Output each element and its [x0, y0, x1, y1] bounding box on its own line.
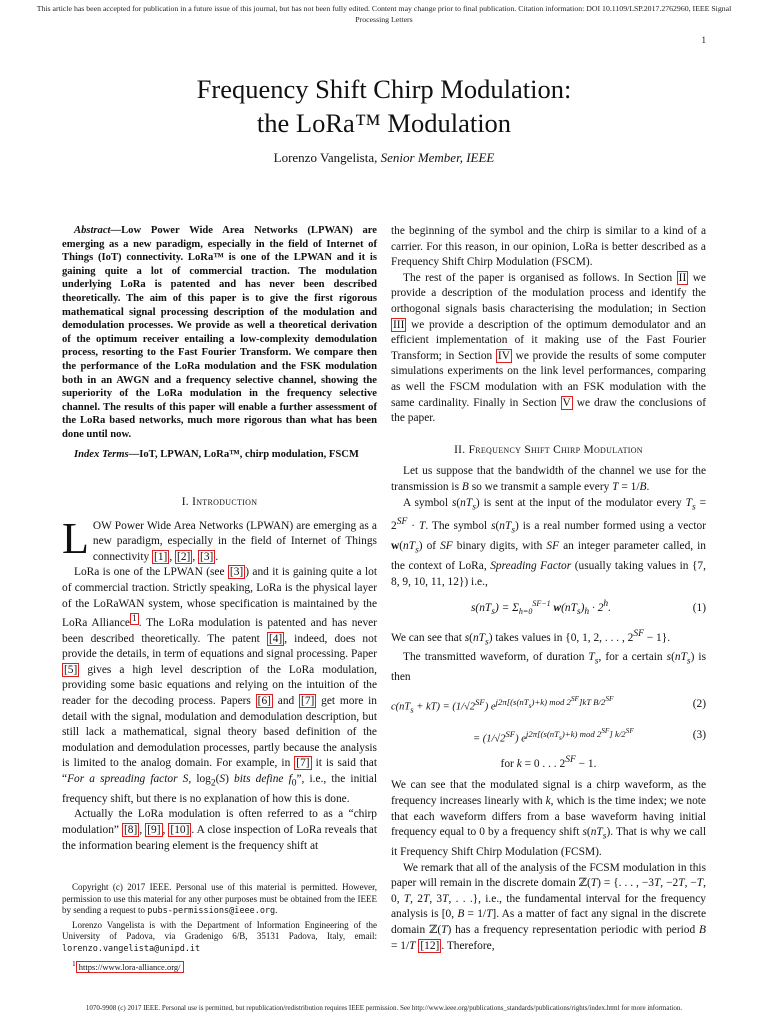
intro-paragraph-4: The rest of the paper is organised as follows. In Section II we provide a description of the modulation process and identify the orthogonal signals basis characterising the modulation; in Section III we provide a description of the optimum demodulator and an efficient implementation of it making use of the Fast Fourier Transform; in Section IV we provide the results of some computer simulations experiments on the link level performances, comparing as well the FSCM modulation with an FSK modulation with the same cardinality. Finally in Section V we draw the conclusions of the paper. [391, 271, 706, 425]
author-email[interactable]: lorenzo.vangelista@unipd.it [62, 943, 201, 954]
citation-link[interactable]: [4] [268, 632, 283, 645]
page-number: 1 [701, 35, 706, 45]
paper-title [0, 72, 768, 140]
section-link[interactable]: II [678, 271, 687, 284]
section-link[interactable]: V [562, 396, 571, 409]
citation-link[interactable]: [5] [64, 663, 78, 676]
abstract-text: —Low Power Wide Area Networks (LPWAN) are emerging as a new paradigm, especially in the field of Internet of Things (IoT) connectivity. LoRa™ is one of the LPWAN and it is gaining quite a lot of commercial traction. The modulation underlying LoRa is patented and has never been described theoretically. The aim of this paper is to give the first rigorous mathematical signal processing description of the modulation and demodulation processes. We provide as well a theoretical derivation of the optimum receiver entailing a low-complexity demodulation process, resorting to the Fast Fourier Transform. We compare then the performance of the LoRa modulation and the FSK modulation both in an AWGN and a frequency selective channel, showing the superiority of the LoRa modulation in the frequency selective channel. The results of this paper will enable a further assessment of the LoRa based networks, much more rigorous than what has been done until now. [62, 225, 377, 440]
footnote-link[interactable]: 1 [131, 614, 137, 625]
citation-link[interactable]: [8] [124, 824, 138, 837]
author-affiliation-note [62, 920, 377, 956]
intro-paragraph-3: Actually the LoRa modulation is often referred to as a “chirp modulation” [8] , [9] , [10] . A close inspection of LoRa reveals that the information bearing element is the frequency shift at [62, 808, 377, 852]
author-role: Senior Member, IEEE [380, 150, 495, 165]
citation-link[interactable]: [2] [177, 550, 191, 563]
section2-paragraph-3: We can see that $s(nT_s)$ takes values in {0, 1, 2, . . . , $2^{SF} - 1$}. [391, 628, 671, 647]
citation-link[interactable]: [7] [296, 757, 310, 770]
citation-link[interactable]: [7] [301, 695, 315, 708]
dropcap: L [62, 513, 89, 563]
index-terms-text: —IoT, LPWAN, LoRa™, chirp modulation, FSCM [128, 448, 359, 460]
equation-2: $c(nT_s + kT) = (1/√2^{SF})$ $e^{j2\pi[(s(nT_s)+k) mod 2^{SF}]kT B/2^{SF}}$ (2) [391, 694, 706, 715]
lora-alliance-link[interactable]: https://www.lora-alliance.org/ [76, 961, 184, 973]
title-line-1: Frequency Shift Chirp Modulation: [196, 74, 572, 104]
footnotes [62, 882, 377, 975]
citation-link[interactable]: [6] [257, 695, 271, 708]
citation-link[interactable]: [9] [147, 824, 161, 837]
abstract-label: Abstract [74, 225, 111, 236]
equation-3: = $(1/√2^{SF})$ $e^{j2\pi[(s(nT_s)+k) mod 2^{SF}] k/2^{SF}}$ (3) [473, 727, 706, 745]
right-column [391, 224, 706, 954]
footnote-1-mark: 1 [72, 958, 76, 968]
equation-1: $s(nT_s) = \Sigma_{h=0}^{SF-1}$ $w(nT_s)_h \cdot 2^h$. (1) [471, 599, 706, 618]
section-2-heading: II. Frequency Shift Chirp Modulation [454, 443, 643, 456]
permissions-email[interactable]: pubs-permissions@ieee.org [147, 906, 276, 917]
index-terms [62, 448, 377, 462]
section-1-heading: I. Introduction [181, 496, 258, 509]
citation-link[interactable]: [1] [154, 550, 168, 563]
section2-paragraph-4: The transmitted waveform, of duration $T_s$, for a certain $s(nT_s)$ is then [391, 651, 706, 684]
left-column [62, 224, 377, 854]
author-line [0, 150, 768, 166]
citation-link[interactable]: [3] [200, 550, 214, 563]
citation-link[interactable]: [12] [420, 939, 440, 952]
author-name: Lorenzo Vangelista, [273, 150, 378, 165]
citation-link[interactable]: [10] [170, 824, 190, 837]
intro-paragraph-2: LoRa is one of the LPWAN (see [3] ) and it is gaining quite a lot of commercial traction. Strictly speaking, LoRa is the physical layer of the LoRaWAN system, whose specification is maintained by the LoRa Alliance $^1$ . The LoRa modulation is patented and has never been described theoretically. The patent [4] , indeed, does not provide the details, in term of equations and signal processing. Paper [5] gives a high level description of the LoRa modulation, providing some basic equations and relying on the intuition of the reader for the decoding process. Papers [6] and [7] get more in detail with the signal, modulation and demodulation description, but still lack a mathematical, signal theory based definition of the modulation and demodulation processes, partly because the analysis is limited to the analog domain. For example, in [7] it is said that “For a spreading factor S, $\log_2(S)$ bits define $f_0$”, i.e., the initial frequency shift, but there is no explanation of how this is done. [62, 566, 377, 805]
abstract [62, 224, 377, 442]
copyright-note: Copyright (c) 2017 IEEE. Personal use of this material is permitted. However, permission to use this material for any other purposes must be obtained from the IEEE by sending a request to pubs-permissions@ieee.org. [62, 882, 377, 917]
section-link[interactable]: IV [497, 349, 510, 362]
section-link[interactable]: III [393, 318, 405, 331]
title-line-2: the LoRa™ Modulation [256, 108, 512, 138]
section2-paragraph-5: We can see that the modulated signal is a chirp waveform, as the frequency increases linearly with k, which is the time index; we note that each waveform differs from a base waveform having initial frequency equal to 0 by a frequency shift $s(nT_s)$. That is why we call it Frequency Shift Chirp Modulation (FCSM). [391, 779, 707, 859]
footnote-1 [62, 958, 377, 974]
affiliation-text: Lorenzo Vangelista is with the Department of Information Engineering of the University of Padova, via Gradenigo 6/B, 35131 Padova, Italy, email: [62, 919, 377, 942]
citation-link[interactable]: [3] [229, 566, 244, 579]
section2-paragraph-1: Let us suppose that the bandwidth of the channel we use for the transmission is B so we transmit a sample every T = 1/B. [391, 465, 706, 493]
index-terms-label: Index Terms [74, 448, 129, 460]
section2-paragraph-2: A symbol $s(nT_s)$ is sent at the input of the modulator every $T_s = 2^{SF} \cdot T$. The symbol $s(nT_s)$ is a real number formed using a vector $w(nT_s)$ of SF binary digits, with SF an integer parameter called, in the context of LoRa, Spreading Factor (usually taking values in {7, 8, 9, 10, 11, 12}) i.e., [391, 496, 707, 588]
intro-paragraph-1: LOW Power Wide Area Networks (LPWAN) are emerging as a new paradigm, especially in the field of Internet of Things connectivity [1] , [2] , [3] . [62, 513, 377, 563]
header-notice: This article has been accepted for publication in a future issue of this journal, but has not been fully edited. Content may change prior to final publication. Citation information: DOI 10.1109/LSP.2017.2762960, IEEE Signal Processing Letters [36, 4, 732, 24]
intro-paragraph-3-cont: the beginning of the symbol and the chirp is similar to a kind of a carrier. For this reason, in our opinion, LoRa is better described as a Frequency Shift Chirp Modulation (FSCM). [391, 225, 706, 269]
copyright-text: Copyright (c) 2017 IEEE. Personal use of this material is permitted. However, permission to use this material for any other purposes must be obtained from the IEEE by sending a request to [62, 882, 377, 916]
section2-paragraph-6: We remark that all of the analysis of the FCSM modulation in this paper will remain in the discrete domain ℤ(T) = {. . . , −3T, −2T, −T, 0, T, 2T, 3T, . . .}, i.e., the fundamental interval for the frequency analysis is [0, B = 1/T]. As a matter of fact any signal in the discrete domain ℤ(T) has a frequency representation periodic with period B = 1/T [12] . Therefore, [391, 861, 706, 952]
equation-range: for k = 0 . . . $2^{SF} - 1$. [500, 755, 597, 770]
footer-notice: 1070-9908 (c) 2017 IEEE. Personal use is permitted, but republication/redistribution requires IEEE permission. See http://www.ieee.org/publications_standards/publications/rights/index.html for more information. [85, 1004, 683, 1012]
